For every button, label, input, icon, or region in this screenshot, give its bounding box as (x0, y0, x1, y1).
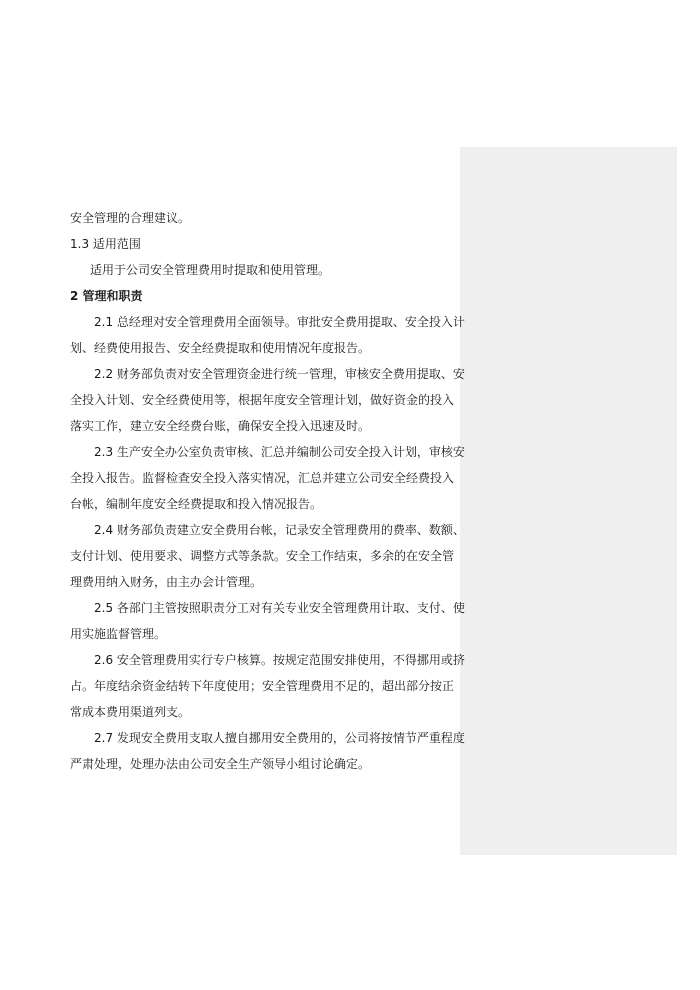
paragraph-2-6-line: 占。年度结余资金结转下年度使用；安全管理费用不足的，超出部分按正 (70, 679, 455, 693)
paragraph-2-7-line: 2.7 发现安全费用支取人擅自挪用安全费用的，公司将按情节严重程度 (94, 731, 465, 745)
paragraph-2-1-line: 2.1 总经理对安全管理费用全面领导。审批安全费用提取、安全投入计 (94, 315, 465, 329)
paragraph-2-3-line: 台帐，编制年度安全经费提取和投入情况报告。 (70, 497, 323, 511)
paragraph-2-6-line: 常成本费用渠道列支。 (70, 705, 191, 719)
paragraph-2-2-line: 2.2 财务部负责对安全管理资金进行统一管理，审核安全费用提取、安 (94, 367, 465, 381)
paragraph-2-4-line: 理费用纳入财务，由主办会计管理。 (70, 575, 263, 589)
paragraph-2-3-line: 全投入报告。监督检查安全投入落实情况，汇总并建立公司安全经费投入 (70, 471, 455, 485)
paragraph-2-7-line: 严肃处理，处理办法由公司安全生产领导小组讨论确定。 (70, 757, 371, 771)
document-body (70, 205, 465, 777)
paragraph-2-4-line: 2.4 财务部负责建立安全费用台帐，记录安全管理费用的费率、数额、 (94, 523, 465, 537)
paragraph-2-5-line: 2.5 各部门主管按照职责分工对有关专业安全管理费用计取、支付、使 (94, 601, 465, 615)
paragraph-2-3-line: 2.3 生产安全办公室负责审核、汇总并编制公司安全投入计划，审核安 (94, 445, 465, 459)
paragraph-2-6-line: 2.6 安全管理费用实行专户核算。按规定范围安排使用，不得挪用或挤 (94, 653, 465, 667)
section-heading-2: 2 管理和职责 (70, 289, 143, 303)
paragraph-2-4-line: 支付计划、使用要求、调整方式等条款。安全工作结束，多余的在安全管 (70, 549, 455, 563)
paragraph-2-5-line: 用实施监督管理。 (70, 627, 167, 641)
comment-pane (460, 147, 677, 855)
text-line: 安全管理的合理建议。 (70, 211, 191, 225)
paragraph-2-2-line: 落实工作，建立安全经费台账，确保安全投入迅速及时。 (70, 419, 371, 433)
section-heading-1-3: 1.3 适用范围 (70, 237, 141, 251)
text-line: 适用于公司安全管理费用时提取和使用管理。 (90, 263, 331, 277)
paragraph-2-2-line: 全投入计划、安全经费使用等，根据年度安全管理计划，做好资金的投入 (70, 393, 455, 407)
paragraph-2-1-line: 划、经费使用报告、安全经费提取和使用情况年度报告。 (70, 341, 371, 355)
